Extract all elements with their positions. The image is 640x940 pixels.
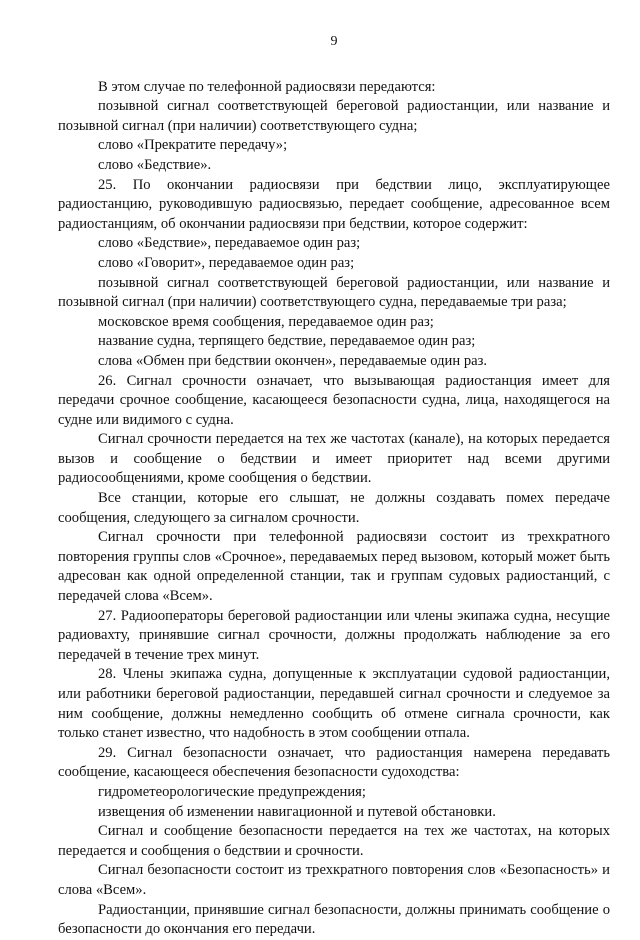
paragraph: позывной сигнал соответствующей береговой радиостанции, или название и позывной сигнал (при наличии) соответствующего судна; xyxy=(58,98,610,134)
paragraph: 25. По окончании радиосвязи при бедствии лицо, эксплуатирующее радиостанцию, руководившую радиосвязью, передает сообщение, адресованное всем радиостанциям, об окончании радиосвязи при бедствии, которое содержит: xyxy=(58,176,610,232)
paragraph: слово «Бедствие», передаваемое один раз; xyxy=(98,235,361,252)
paragraph: 29. Сигнал безопасности означает, что радиостанция намерена передавать сообщение, касающееся обеспечения безопасности судоходства: xyxy=(58,744,610,781)
paragraph: слово «Бедствие». xyxy=(98,156,212,173)
document-body xyxy=(58,78,610,940)
paragraph: позывной сигнал соответствующей береговой радиостанции, или название и позывной сигнал (при наличии) соответствующего судна, передаваемые три раза; xyxy=(58,274,610,311)
paragraph: Радиостанции, принявшие сигнал безопасности, должны принимать сообщение о безопасности до окончания его передачи. xyxy=(58,901,610,938)
paragraph: Сигнал срочности передается на тех же частотах (канале), на которых передается вызов и сообщение о бедствии и имеет приоритет над всеми другими радиосообщениями, кроме сообщения о бедствии. xyxy=(58,431,610,487)
paragraph: московское время сообщения, передаваемое один раз; xyxy=(98,313,434,330)
paragraph: слова «Обмен при бедствии окончен», передаваемые один раз. xyxy=(98,352,488,369)
paragraph: Все станции, которые его слышат, не должны создавать помех передаче сообщения, следующего за сигналом срочности. xyxy=(58,490,610,526)
paragraph: Сигнал срочности при телефонной радиосвязи состоит из трехкратного повторения группы слов «Срочное», передаваемых перед вызовом, который может быть адресован как одной определенной станции, так и группам судовых радиостанций, с передачей слова «Всем». xyxy=(58,529,610,605)
paragraph: 26. Сигнал срочности означает, что вызывающая радиостанция имеет для передачи срочное сообщение, касающееся безопасности судна, лица, находящегося на судне или видимого с судна. xyxy=(58,372,610,428)
paragraph: слово «Говорит», передаваемое один раз; xyxy=(98,254,355,271)
page-number: 9 xyxy=(330,34,338,49)
paragraph: 27. Радиооператоры береговой радиостанции или члены экипажа судна, несущие радиовахту, принявшие сигнал срочности, должны продолжать наблюдение за его передачей в течение трех минут. xyxy=(58,607,610,663)
paragraph: 28. Члены экипажа судна, допущенные к эксплуатации судовой радиостанции, или работники береговой радиостанции, передавшей сигнал срочности и следуемое за ним сообщение, должны немедленно сообщить об отмене сигнала срочности, как только станет известно, что надобность в этом сообщении отпала. xyxy=(58,666,610,742)
paragraph: Сигнал безопасности состоит из трехкратного повторения слов «Безопасность» и слова «Всем». xyxy=(58,862,610,898)
paragraph: слово «Прекратите передачу»; xyxy=(98,137,288,154)
paragraph: Сигнал и сообщение безопасности передается на тех же частотах, на которых передается и сообщения о бедствии и срочности. xyxy=(58,823,610,859)
paragraph: В этом случае по телефонной радиосвязи передаются: xyxy=(98,78,436,95)
paragraph: название судна, терпящего бедствие, передаваемое один раз; xyxy=(98,333,476,350)
paragraph: гидрометеорологические предупреждения; xyxy=(98,783,366,800)
paragraph: извещения об изменении навигационной и путевой обстановки. xyxy=(98,803,496,820)
